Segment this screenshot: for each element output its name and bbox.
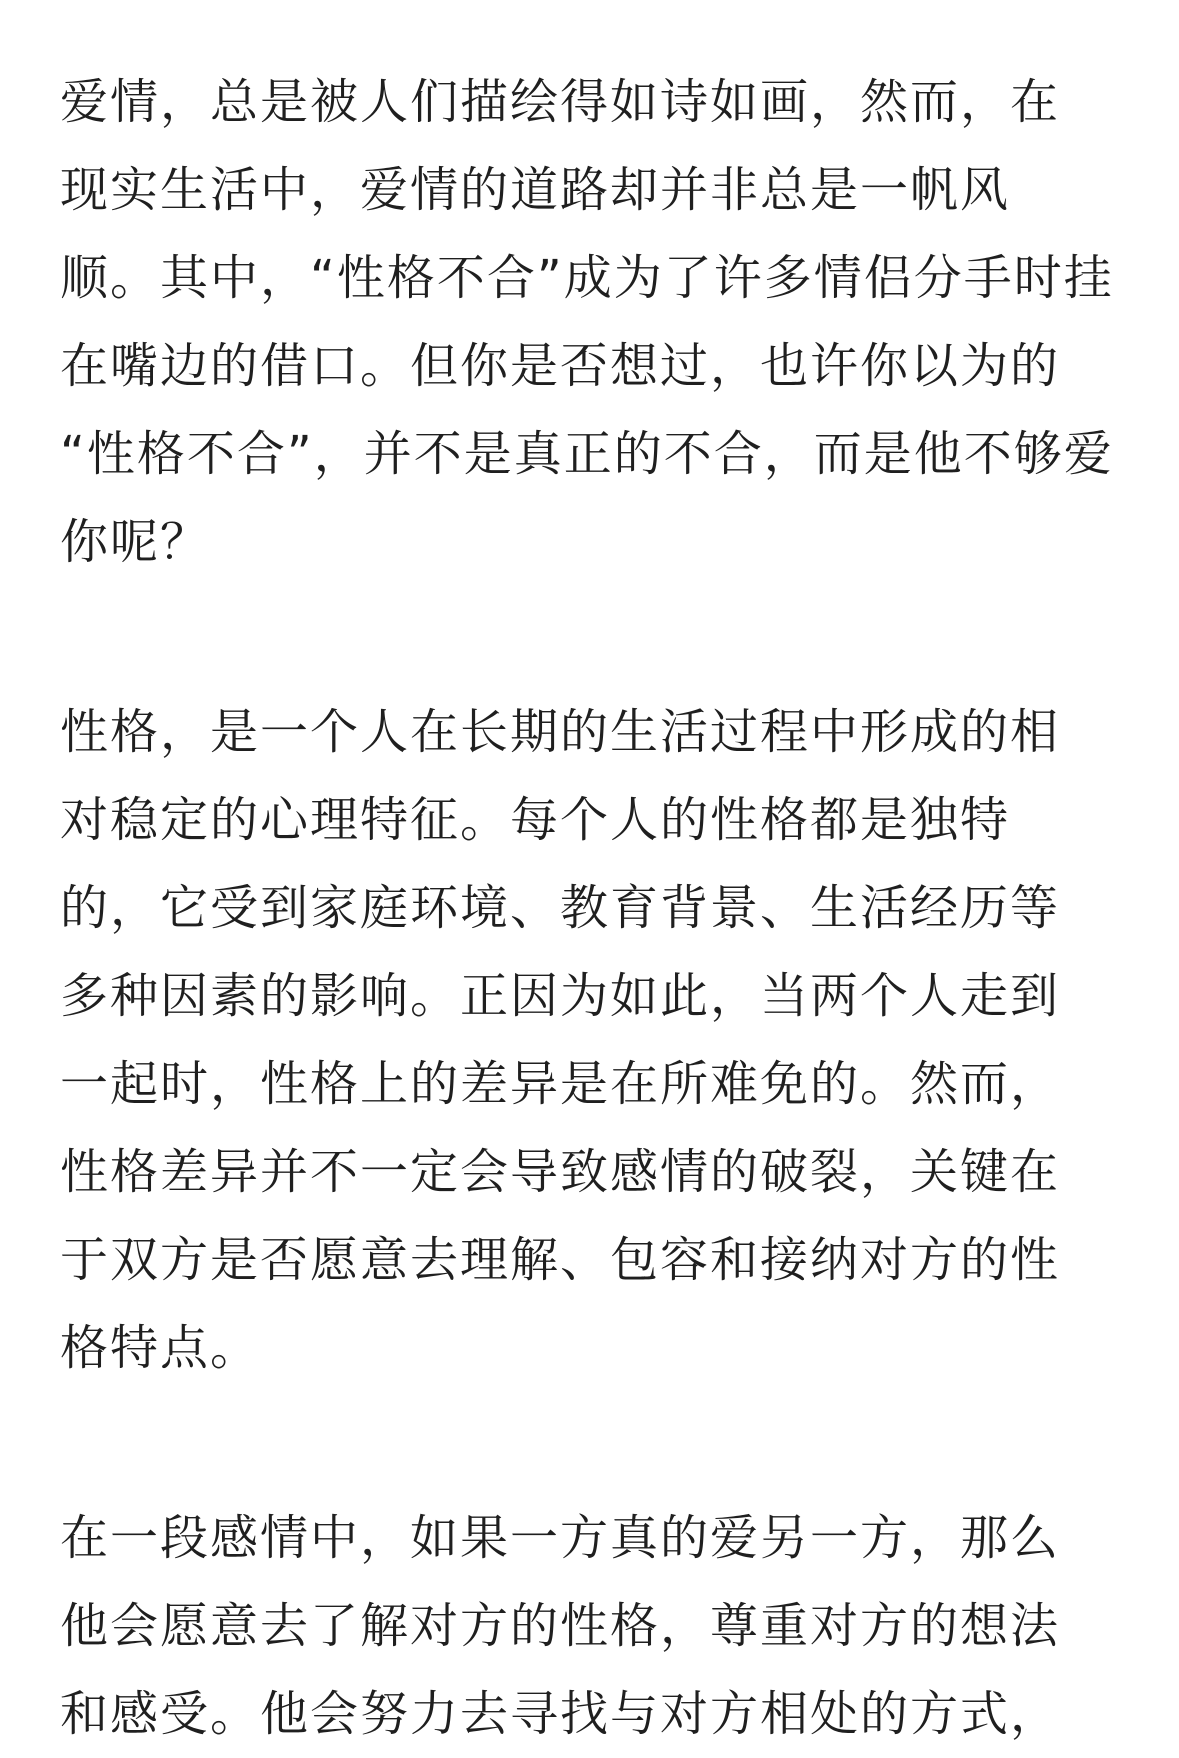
text-line: 和感受。他会努力去寻找与对方相处的方式，: [60, 1686, 1061, 1742]
paragraph-gap: [60, 586, 1119, 688]
text-line: 对稳定的心理特征。每个人的性格都是独特: [60, 792, 1011, 848]
text-line: 顺。其中，“性格不合”成为了许多情侣分手时挂: [60, 250, 1114, 306]
paragraph-3: [60, 1494, 1119, 1758]
paragraph-2: [60, 688, 1119, 1392]
text-line: 于双方是否愿意去理解、包容和接纳对方的性: [60, 1232, 1061, 1288]
text-line: 你呢？: [60, 514, 211, 570]
text-line: 格特点。: [60, 1320, 261, 1376]
text-line: 现实生活中，爱情的道路却并非总是一帆风: [60, 162, 1011, 218]
paragraph-gap: [60, 1392, 1119, 1494]
text-line: 他会愿意去了解对方的性格，尊重对方的想法: [60, 1598, 1061, 1654]
text-line: 在嘴边的借口。但你是否想过，也许你以为的: [60, 338, 1061, 394]
paragraph-1: [60, 58, 1119, 586]
text-line: 爱情，总是被人们描绘得如诗如画，然而，在: [60, 74, 1061, 130]
text-line: 的，它受到家庭环境、教育背景、生活经历等: [60, 880, 1061, 936]
text-line: 性格，是一个人在长期的生活过程中形成的相: [60, 704, 1061, 760]
text-line: 一起时，性格上的差异是在所难免的。然而，: [60, 1056, 1061, 1112]
text-line: “性格不合”，并不是真正的不合，而是他不够爱: [60, 426, 1114, 482]
text-line: 性格差异并不一定会导致感情的破裂，关键在: [60, 1144, 1061, 1200]
text-line: 多种因素的影响。正因为如此，当两个人走到: [60, 968, 1061, 1024]
article-body: [60, 58, 1119, 1758]
text-line: 在一段感情中，如果一方真的爱另一方，那么: [60, 1510, 1061, 1566]
